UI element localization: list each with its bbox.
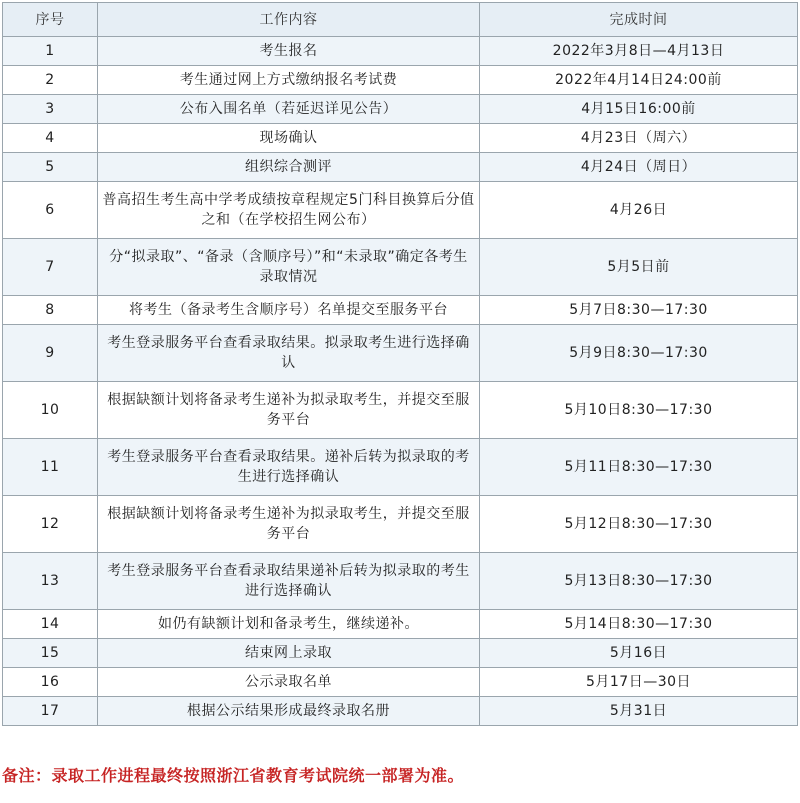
table-row [3,296,798,325]
row-number: 5 [3,153,98,182]
table-row [3,496,798,553]
row-task: 如仍有缺额计划和备录考生，继续递补。 [98,610,480,639]
row-time: 2022年3月8日—4月13日 [480,37,798,66]
row-time: 5月10日8:30—17:30 [480,382,798,439]
table-row [3,37,798,66]
row-task: 考生登录服务平台查看录取结果。递补后转为拟录取的考生进行选择确认 [98,439,480,496]
row-number: 11 [3,439,98,496]
row-task: 分“拟录取”、“备录（含顺序号）”和“未录取”确定各考生录取情况 [98,239,480,296]
row-task: 考生通过网上方式缴纳报名考试费 [98,66,480,95]
table-row [3,668,798,697]
row-time: 5月13日8:30—17:30 [480,553,798,610]
row-time: 5月5日前 [480,239,798,296]
admission-schedule-table [2,2,798,726]
row-task: 考生登录服务平台查看录取结果。拟录取考生进行选择确认 [98,325,480,382]
row-number: 9 [3,325,98,382]
row-number: 8 [3,296,98,325]
row-time: 4月24日（周日） [480,153,798,182]
row-number: 6 [3,182,98,239]
table-row [3,153,798,182]
row-number: 13 [3,553,98,610]
footnote: 备注：录取工作进程最终按照浙江省教育考试院统一部署为准。 [2,766,465,785]
table-row [3,239,798,296]
row-time: 5月16日 [480,639,798,668]
row-task: 根据缺额计划将备录考生递补为拟录取考生，并提交至服务平台 [98,382,480,439]
row-task: 考生报名 [98,37,480,66]
row-time: 5月17日—30日 [480,668,798,697]
row-number: 3 [3,95,98,124]
row-number: 14 [3,610,98,639]
row-task: 公布入围名单（若延迟详见公告） [98,95,480,124]
table-row [3,66,798,95]
row-time: 4月23日（周六） [480,124,798,153]
table-row [3,553,798,610]
table-row [3,697,798,726]
row-task: 结束网上录取 [98,639,480,668]
row-task: 考生登录服务平台查看录取结果递补后转为拟录取的考生进行选择确认 [98,553,480,610]
row-task: 公示录取名单 [98,668,480,697]
row-time: 5月7日8:30—17:30 [480,296,798,325]
row-time: 5月31日 [480,697,798,726]
row-task: 根据缺额计划将备录考生递补为拟录取考生，并提交至服务平台 [98,496,480,553]
column-header-time: 完成时间 [480,3,798,37]
row-task: 普高招生考生高中学考成绩按章程规定5门科目换算后分值之和（在学校招生网公布） [98,182,480,239]
table-row [3,639,798,668]
row-number: 10 [3,382,98,439]
row-task: 将考生（备录考生含顺序号）名单提交至服务平台 [98,296,480,325]
row-number: 4 [3,124,98,153]
row-number: 12 [3,496,98,553]
row-number: 15 [3,639,98,668]
row-task: 根据公示结果形成最终录取名册 [98,697,480,726]
table-row [3,439,798,496]
table-row [3,182,798,239]
column-header-task: 工作内容 [98,3,480,37]
row-time: 2022年4月14日24:00前 [480,66,798,95]
row-time: 5月14日8:30—17:30 [480,610,798,639]
row-time: 4月15日16:00前 [480,95,798,124]
row-time: 5月12日8:30—17:30 [480,496,798,553]
column-header-number: 序号 [3,3,98,37]
row-task: 组织综合测评 [98,153,480,182]
table-row [3,610,798,639]
row-number: 7 [3,239,98,296]
table-row [3,124,798,153]
table-row [3,95,798,124]
row-task: 现场确认 [98,124,480,153]
table-row [3,325,798,382]
table-header-row [3,3,798,37]
row-time: 5月9日8:30—17:30 [480,325,798,382]
table-row [3,382,798,439]
row-number: 1 [3,37,98,66]
row-number: 16 [3,668,98,697]
row-time: 4月26日 [480,182,798,239]
row-time: 5月11日8:30—17:30 [480,439,798,496]
row-number: 17 [3,697,98,726]
row-number: 2 [3,66,98,95]
